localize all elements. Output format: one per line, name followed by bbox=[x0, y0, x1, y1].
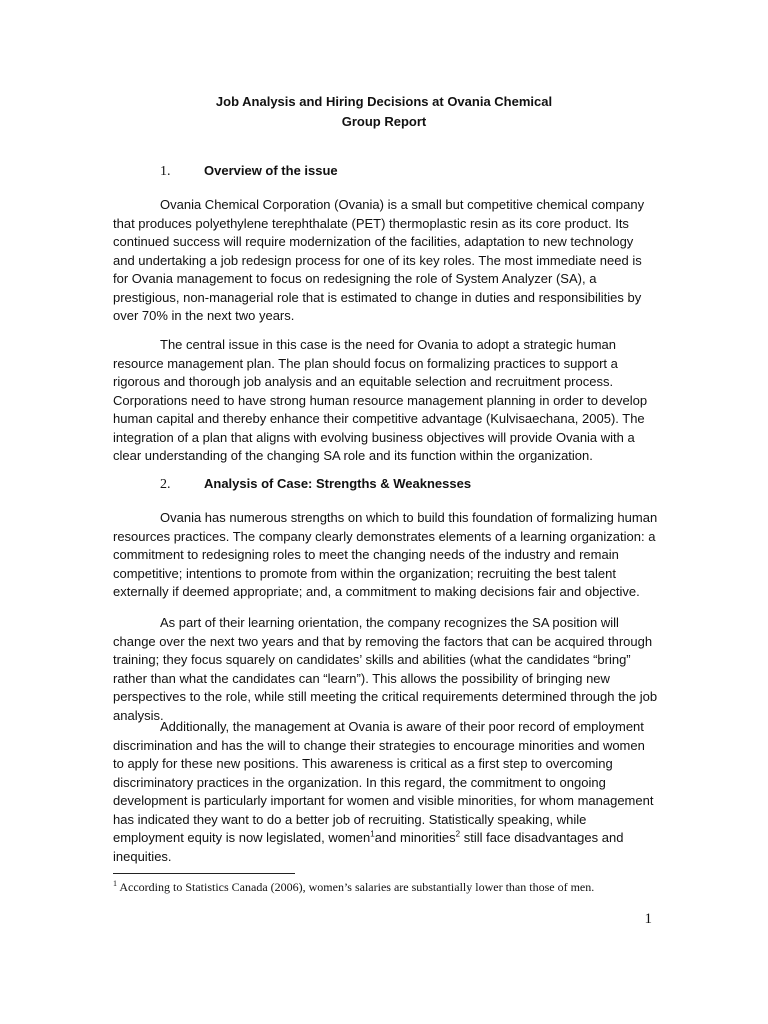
footnote-divider bbox=[113, 873, 295, 874]
section-heading-1 bbox=[160, 163, 338, 180]
footnote bbox=[113, 879, 594, 895]
section-heading-2 bbox=[160, 476, 471, 493]
paragraph: Ovania has numerous strengths on which to build this foundation of formalizing human resources practices. The company clearly demonstrates elements of a learning organization: a commitment to redesigning roles to meet the changing needs of the industry and remain competitive; intentions to promote from within the organization; recruiting the best talent externally if deemed appropriate; and, a commitment to making decisions fair and objective. bbox=[113, 510, 658, 599]
section-heading-text: Overview of the issue bbox=[204, 163, 338, 178]
footnote-ref-2: 2 bbox=[455, 829, 461, 839]
section-number: 1. bbox=[160, 164, 171, 179]
footnote-marker: 1 bbox=[113, 879, 117, 888]
title-line-1: Job Analysis and Hiring Decisions at Ovania Chemical bbox=[215, 94, 553, 109]
paragraph-text: Additionally, the management at Ovania is aware of their poor record of employment discrimination and has the will to change their strategies to encourage minorities and women to apply for these new positions. This awareness is critical as a first step to overcoming discriminatory practices in the organization. In this regard, the commitment to ongoing development is particularly important for women and visible minorities, for whom management has indicated they want to do a better job of recruiting. Statistically speaking, while employment equity is now legislated, women bbox=[113, 719, 654, 845]
section-heading-text: Analysis of Case: Strengths & Weaknesses bbox=[204, 476, 472, 491]
paragraph: Ovania Chemical Corporation (Ovania) is a small but competitive chemical company that produces polyethylene terephthalate (PET) thermoplastic resin as its core product. Its continued success will require modernization of the facilities, adaptation to new technology and undertaking a job redesign process for one of its key roles. The most immediate need is for Ovania management to focus on redesigning the role of System Analyzer (SA), a prestigious, non-managerial role that is estimated to change in duties and responsibilities by over 70% in the next two years. bbox=[113, 197, 645, 323]
paragraph bbox=[113, 718, 658, 866]
title-line-2: Group Report bbox=[341, 114, 427, 129]
document-title bbox=[0, 92, 768, 132]
paragraph: As part of their learning orientation, the company recognizes the SA position will change over the next two years and that by removing the factors that can be acquired through training; they focus squarely on candidates’ skills and abilities (what the candidates “bring” rather than what the candidates can “learn”). This allows the possibility of bringing new perspectives to the role, while still meeting the critical requirements determined through the job analysis. bbox=[113, 615, 658, 723]
paragraph-text: still face disadvantages and inequities. bbox=[113, 830, 624, 864]
footnote-text: According to Statistics Canada (2006), women’s salaries are substantially lower than those of men. bbox=[117, 880, 595, 894]
paragraph-text: and minorities bbox=[374, 830, 456, 845]
section-number: 2. bbox=[160, 477, 171, 492]
paragraph: The central issue in this case is the need for Ovania to adopt a strategic human resource management plan. The plan should focus on formalizing practices to support a rigorous and thorough job analysis and an equitable selection and recruitment process. Corporations need to have strong human resource management planning in order to develop human capital and thereby enhance their competitive advantage (Kulvisaechana, 2005). The integration of a plan that aligns with evolving business objectives will provide Ovania with a clear understanding of the changing SA role and its function within the organization. bbox=[113, 337, 648, 463]
page-number: 1 bbox=[644, 911, 652, 927]
footnote-ref-1: 1 bbox=[370, 829, 375, 839]
